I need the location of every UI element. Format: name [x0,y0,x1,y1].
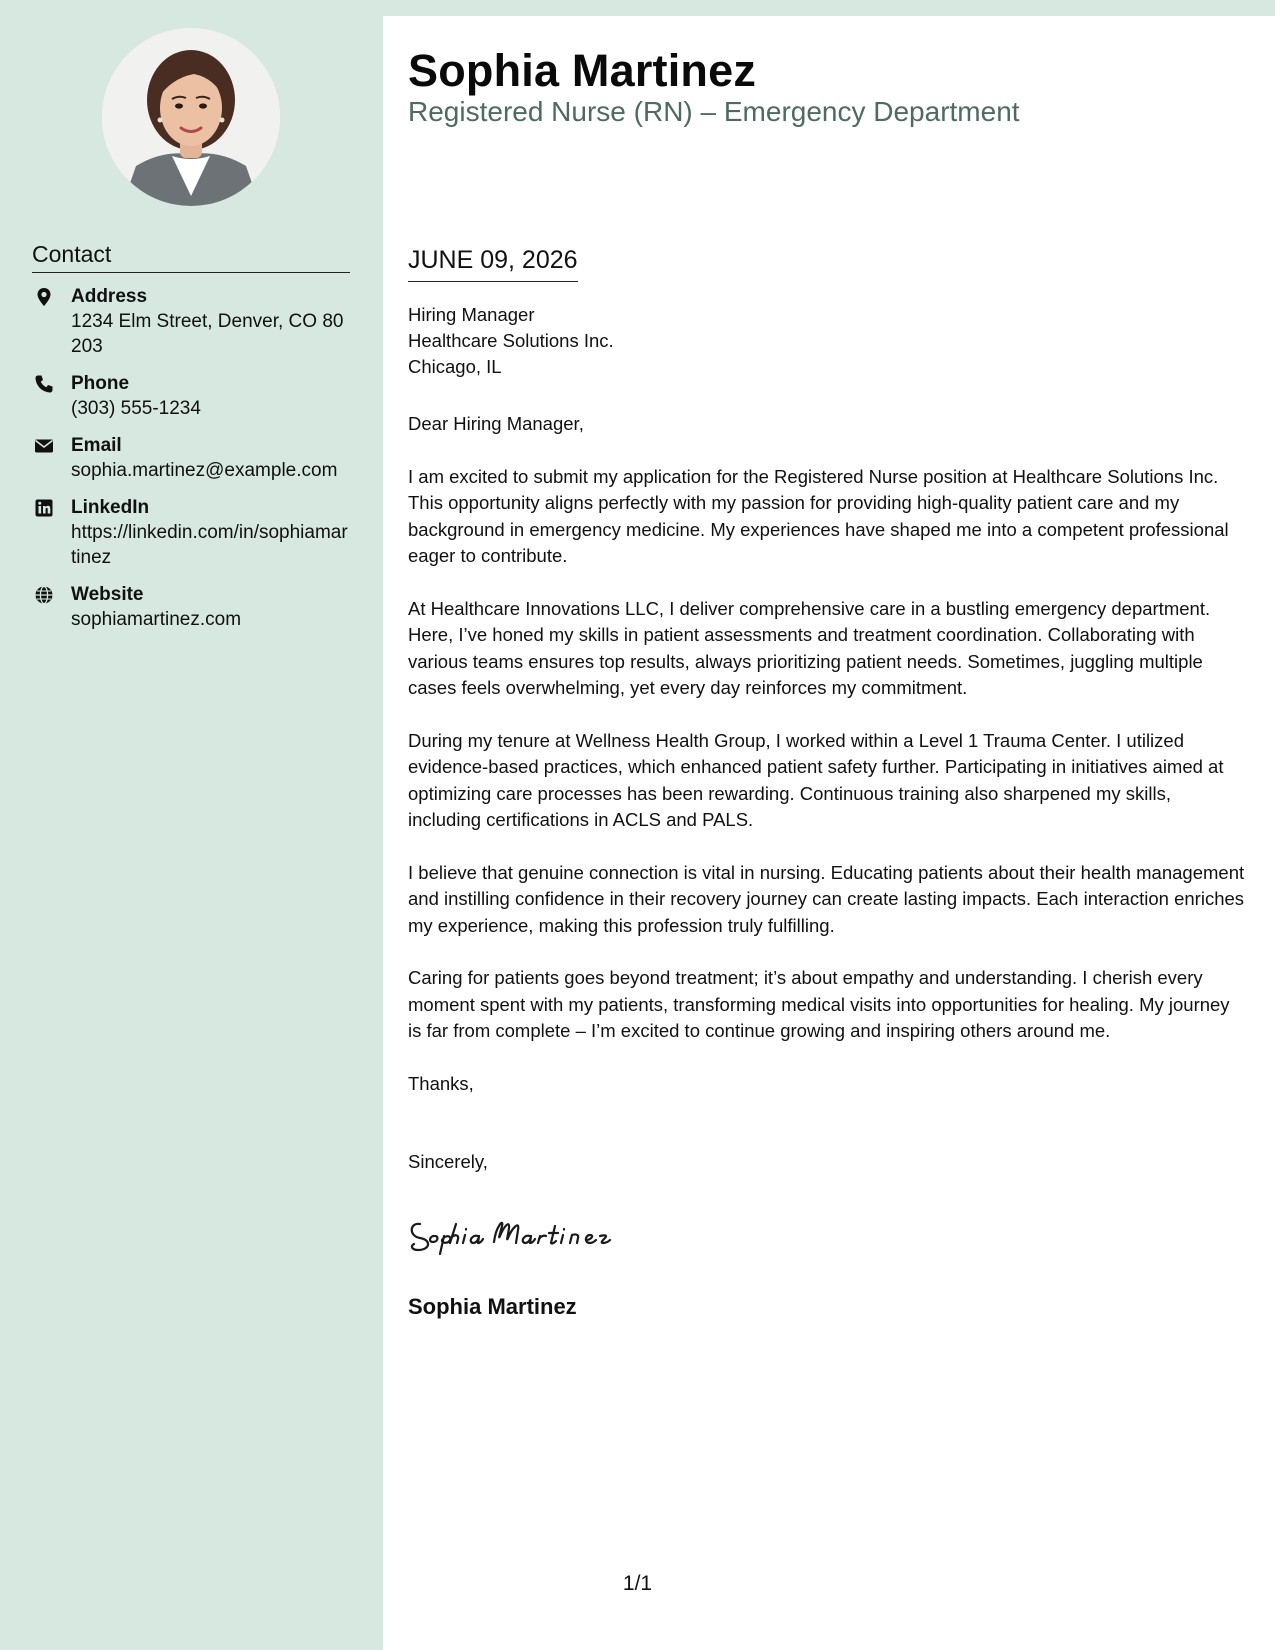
linkedin-value[interactable]: https://linkedin.com/in/sophiamartinez [71,522,348,568]
top-accent-strip [383,0,1275,16]
body-paragraph: During my tenure at Wellness Health Group, I worked within a Level 1 Trauma Center. I utilized evidence-based practices, which enhanced patient safety further. Participating in initiatives aimed at optimizing care processes has been rewarding. Continuous training also sharpened my skills, including certifications in ACLS and PALS. [408,729,1224,831]
website-value[interactable]: sophiamartinez.com [71,609,242,630]
recipient-line: Healthcare Solutions Inc. [408,330,614,351]
phone-value: (303) 555-1234 [71,398,201,419]
letter-body [408,411,1248,1202]
phone-icon [34,374,54,394]
linkedin-icon [34,498,54,518]
recipient-line: Hiring Manager [408,304,535,325]
body-paragraph: I believe that genuine connection is vital in nursing. Educating patients about their health management and instilling confidence in their recovery journey can create lasting impacts. Each interaction enriches my experience, making this profession truly fulfilling. [408,861,1245,936]
handwritten-signature [406,1206,676,1258]
job-title: Registered Nurse (RN) – Emergency Department [408,96,1020,127]
email-value[interactable]: sophia.martinez@example.com [71,460,338,481]
signer-name: Sophia Martinez [408,1294,577,1319]
contact-label: Address [71,286,148,307]
contact-item-address [32,284,352,359]
body-paragraph: Caring for patients goes beyond treatment; it’s about empathy and understanding. I cherish every moment spent with my patients, transforming medical visits into opportunities for healing. My journey is far from complete – I’m excited to continue growing and inspiring others around me. [408,967,1230,1042]
letter-date: JUNE 09, 2026 [408,244,578,282]
contact-list [32,284,352,644]
thanks-line: Thanks, [408,1073,474,1095]
contact-item-email [32,433,352,483]
contact-item-phone [32,371,352,421]
profile-photo [102,28,280,206]
contact-heading: Contact [32,240,350,273]
address-value: 1234 Elm Street, Denver, CO 80203 [71,311,344,357]
recipient-line: Chicago, IL [408,356,502,377]
closing-line: Sincerely, [408,1151,488,1173]
contact-item-website [32,582,352,632]
globe-icon [34,585,54,605]
salutation: Dear Hiring Manager, [408,413,584,434]
contact-label: Email [71,435,122,456]
contact-label: Website [71,584,144,605]
contact-label: LinkedIn [71,497,150,518]
envelope-icon [34,436,54,456]
recipient-block [408,302,614,380]
contact-label: Phone [71,373,130,394]
applicant-name: Sophia Martinez [408,45,757,96]
map-pin-icon [34,287,54,307]
contact-item-linkedin [32,495,352,570]
body-paragraph: I am excited to submit my application for the Registered Nurse position at Healthcare Solutions Inc. This opportunity aligns perfectly with my passion for providing high-quality patient care and my background in emergency medicine. My experiences have shaped me into a competent professional eager to contribute. [408,465,1229,567]
page-number: 1/1 [622,1572,653,1595]
body-paragraph: At Healthcare Innovations LLC, I deliver comprehensive care in a bustling emergency department. Here, I’ve honed my skills in patient assessments and treatment coordination. Collaborating with various teams ensures top results, always prioritizing patient needs. Sometimes, juggling multiple cases feels overwhelming, yet every day reinforces my commitment. [408,597,1211,699]
